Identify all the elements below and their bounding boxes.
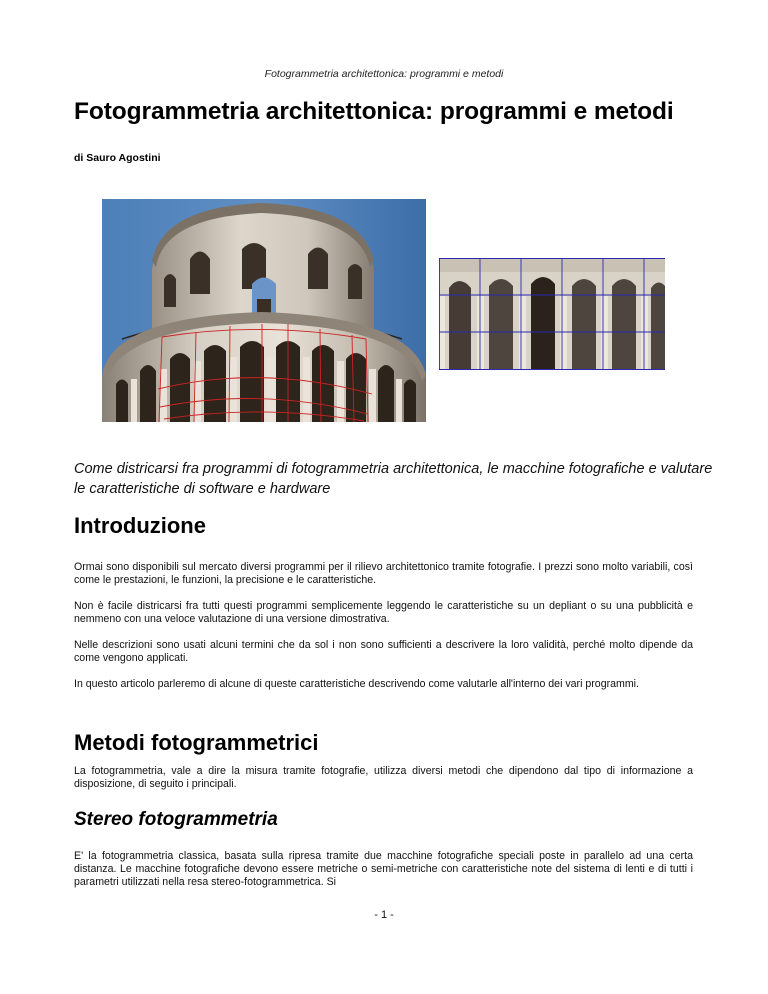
document-title: Fotogrammetria architettonica: programmi e metodi	[74, 98, 674, 125]
running-header: Fotogrammetria architettonica: programmi e metodi	[264, 68, 504, 80]
tower-photo	[102, 199, 426, 422]
author-byline: di Sauro Agostini	[74, 152, 161, 164]
intro-paragraph-3: Nelle descrizioni sono usati alcuni termini che da sol i non sono sufficienti a descrivere la loro validità, perché molto dipende da come vengono applicati.	[74, 639, 693, 664]
metodi-paragraph-1: La fotogrammetria, vale a dire la misura tramite fotografie, utilizza diversi metodi che dipendono dal tipo di informazione a disposizione, di seguito i principali.	[74, 765, 693, 790]
page-number: - 1 -	[374, 909, 394, 921]
detail-photo	[439, 258, 665, 370]
intro-paragraph-2: Non è facile districarsi fra tutti questi programmi semplicemente leggendo le caratteristiche su un depliant o su una pubblicità e nemmeno con una veloce valutazione di una versione dimostrativa.	[74, 600, 693, 625]
heading-stereo-fotogrammetria: Stereo fotogrammetria	[74, 809, 278, 830]
stereo-paragraph-1: E' la fotogrammetria classica, basata sulla ripresa tramite due macchine fotografiche speciali poste in parallelo ad una certa distanza. Le macchine fotografiche devono essere metriche o semi-metriche con caratteristiche note del sistema di lenti e di tutti i parametri utilizzati nella resa stereo-fotogrammetrica. Si	[74, 850, 693, 888]
heading-introduzione: Introduzione	[74, 513, 206, 538]
heading-metodi-fotogrammetrici: Metodi fotogrammetrici	[74, 730, 319, 755]
intro-paragraph-4: In questo articolo parleremo di alcune di queste caratteristiche descrivendo come valutarle all'interno dei vari programmi.	[74, 678, 639, 690]
article-subtitle: Come districarsi fra programmi di fotogrammetria architettonica, le macchine fotografiche e valutare le caratteristiche di software e hardware	[74, 461, 713, 497]
intro-paragraph-1: Ormai sono disponibili sul mercato diversi programmi per il rilievo architettonico tramite fotografie. I prezzi sono molto variabili, così come le prestazioni, le funzioni, la precisione e le caratteristiche.	[74, 561, 693, 586]
